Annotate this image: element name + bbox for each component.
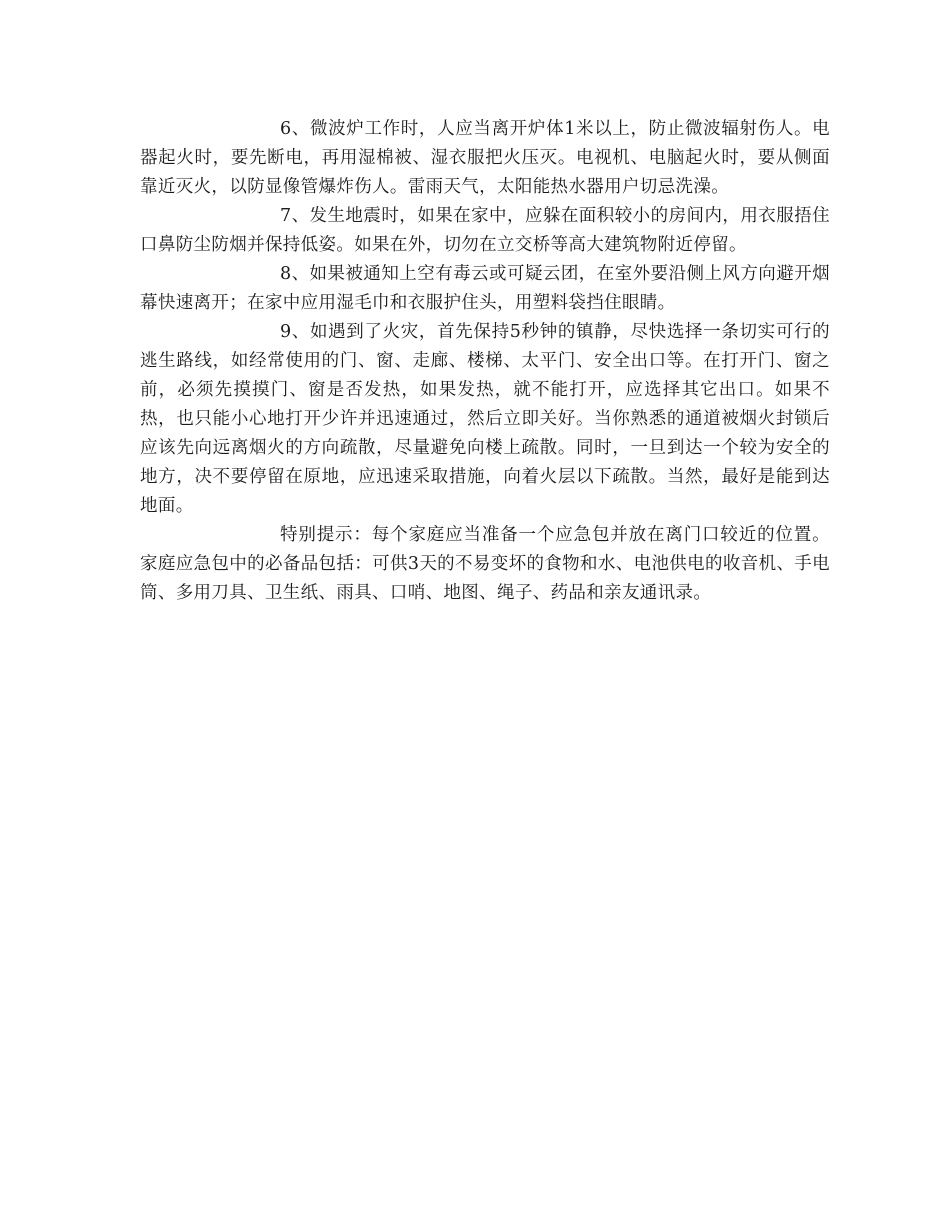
paragraph-toxic-cloud-safety: 8、如果被通知上空有毒云或可疑云团，在室外要沿侧上风方向避开烟幕快速离开；在家中应用湿毛巾和衣服护住头，用塑料袋挡住眼睛。: [140, 264, 830, 313]
paragraph-fire-escape: 9、如遇到了火灾，首先保持5秒钟的镇静，尽快选择一条切实可行的逃生路线，如经常使用的门、窗、走廊、楼梯、太平门、安全出口等。在打开门、窗之前，必须先摸摸门、窗是否发热，如果发热，就不能打开，应选择其它出口。如果不热，也只能小心地打开少许并迅速通过，然后立即关好。当你熟悉的通道被烟火封锁后应该先向远离烟火的方向疏散，尽量避免向楼上疏散。同时，一旦到达一个较为安全的地方，决不要停留在原地，应迅速采取措施，向着火层以下疏散。当然，最好是能到达地面。: [140, 322, 830, 516]
document-body: [140, 115, 830, 608]
paragraph-earthquake-safety: 7、发生地震时，如果在家中，应躲在面积较小的房间内，用衣服捂住口鼻防尘防烟并保持低姿。如果在外，切勿在立交桥等高大建筑物附近停留。: [140, 206, 830, 255]
paragraph-special-tip: 特别提示：每个家庭应当准备一个应急包并放在离门口较近的位置。家庭应急包中的必备品包括：可供3天的不易变坏的食物和水、电池供电的收音机、手电筒、多用刀具、卫生纸、雨具、口哨、地图、绳子、药品和亲友通讯录。: [140, 525, 830, 603]
paragraph-microwave-safety: 6、微波炉工作时，人应当离开炉体1米以上，防止微波辐射伤人。电器起火时，要先断电，再用湿棉被、湿衣服把火压灭。电视机、电脑起火时，要从侧面靠近灭火，以防显像管爆炸伤人。雷雨天气，太阳能热水器用户切忌洗澡。: [140, 119, 830, 197]
